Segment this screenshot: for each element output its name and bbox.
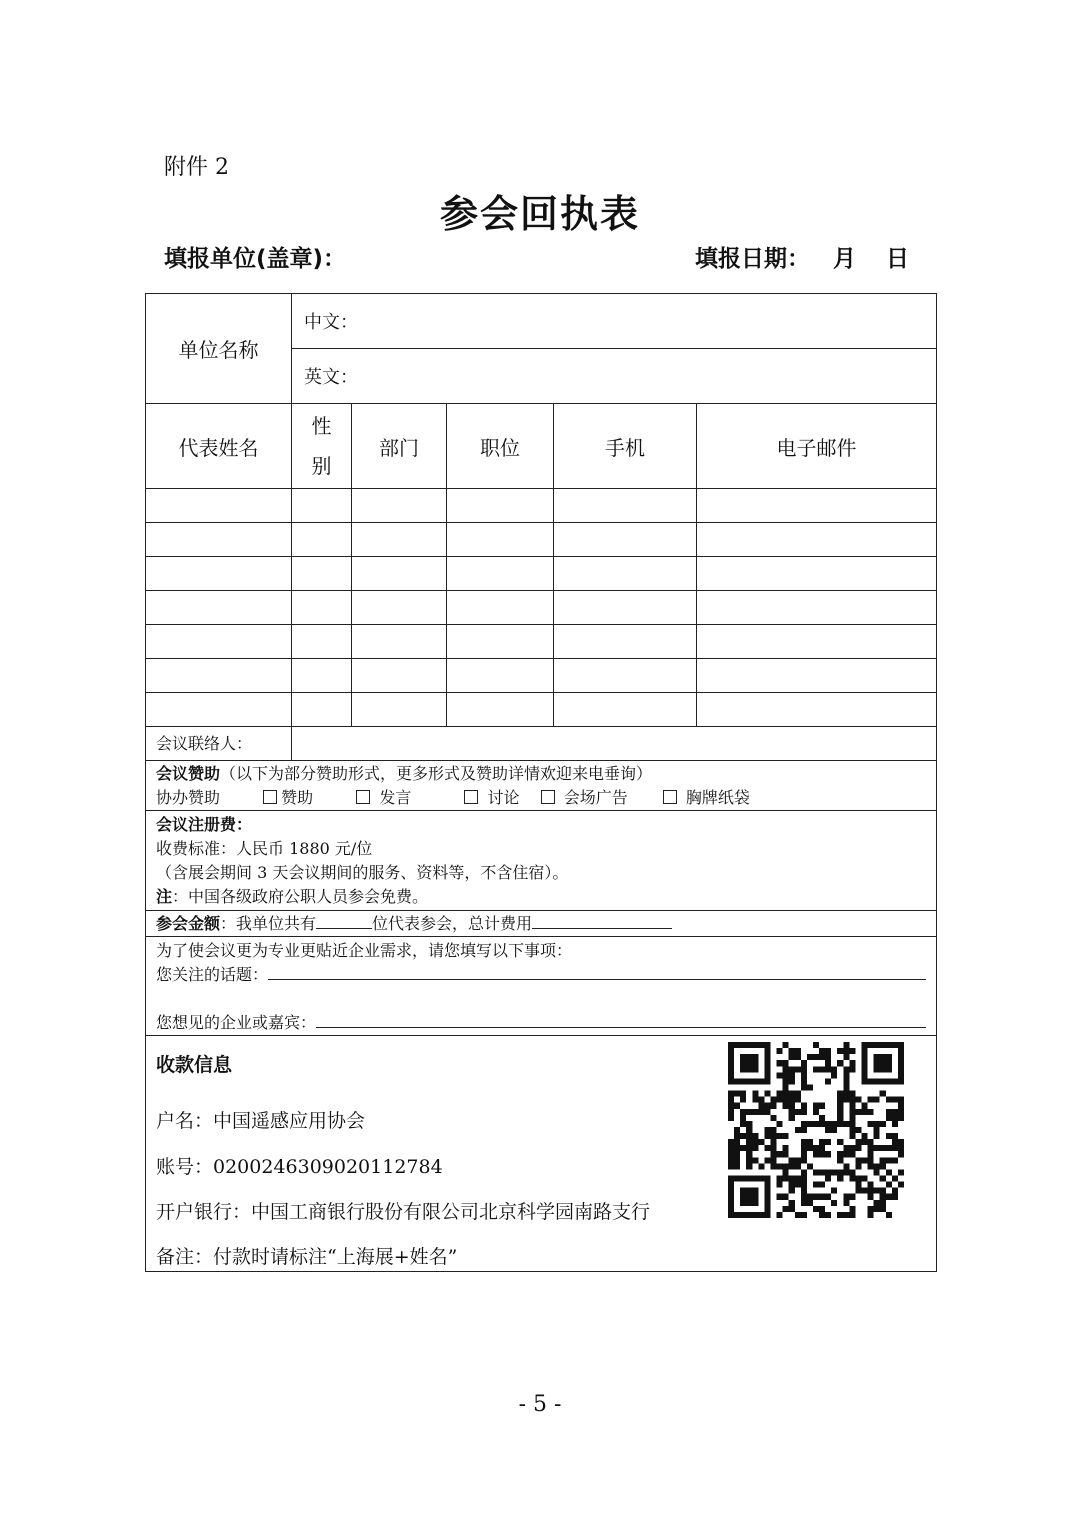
attendee-department-cell[interactable] — [352, 489, 447, 523]
attendee-row — [146, 591, 937, 625]
attendee-name-cell[interactable] — [146, 489, 292, 523]
fill-unit-label: 填报单位(盖章)： — [164, 246, 347, 272]
attendee-row — [146, 693, 937, 727]
attendee-email-cell[interactable] — [697, 693, 937, 727]
attendee-row — [146, 557, 937, 591]
checkbox-icon[interactable] — [663, 790, 677, 804]
col-header-mobile: 手机 — [554, 404, 697, 489]
attendee-mobile-cell[interactable] — [554, 659, 697, 693]
needs-section — [146, 937, 937, 1036]
attendee-name-cell[interactable] — [146, 625, 292, 659]
attendee-position-cell[interactable] — [447, 693, 554, 727]
sponsor-option-badge-bag[interactable] — [663, 788, 750, 807]
attendee-row — [146, 659, 937, 693]
attachment-label: 附件 2 — [164, 155, 229, 180]
guests-field[interactable] — [316, 1011, 926, 1028]
attendee-mobile-cell[interactable] — [554, 523, 697, 557]
attendee-department-cell[interactable] — [352, 693, 447, 727]
page-number: - 5 - — [518, 1392, 562, 1417]
attendee-row — [146, 489, 937, 523]
attendee-name-cell[interactable] — [146, 591, 292, 625]
topics-field[interactable] — [268, 963, 926, 980]
attendee-department-cell[interactable] — [352, 557, 447, 591]
gender-char-1: 性 — [311, 414, 332, 438]
attendee-gender-cell[interactable] — [292, 557, 352, 591]
registration-includes: （含展会期间 3 天会议期间的服务、资料等，不含住宿）。 — [156, 862, 569, 882]
registration-standard: 收费标准：人民币 1880 元/位 — [156, 838, 373, 858]
contact-field[interactable] — [292, 727, 937, 761]
attendee-mobile-cell[interactable] — [554, 489, 697, 523]
option-label: 赞助 — [281, 787, 314, 807]
attendee-department-cell[interactable] — [352, 523, 447, 557]
attendee-mobile-cell[interactable] — [554, 591, 697, 625]
option-label: 发言 — [379, 787, 412, 807]
qr-code-icon — [728, 1042, 904, 1218]
payment-title: 收款信息 — [156, 1054, 233, 1076]
attendee-count-field[interactable] — [316, 912, 372, 929]
registration-note-label: 注 — [156, 886, 173, 906]
attendee-mobile-cell[interactable] — [554, 625, 697, 659]
attendee-position-cell[interactable] — [447, 659, 554, 693]
fill-date-month: 月 — [833, 246, 856, 272]
attendee-name-cell[interactable] — [146, 693, 292, 727]
guests-label: 您想见的企业或嘉宾： — [156, 1013, 317, 1032]
attendee-row — [146, 523, 937, 557]
col-header-position: 职位 — [447, 404, 554, 489]
col-header-name: 代表姓名 — [146, 404, 292, 489]
attendee-gender-cell[interactable] — [292, 591, 352, 625]
amount-section — [146, 911, 937, 937]
sponsor-option-sponsorship[interactable] — [263, 788, 313, 807]
attendee-department-cell[interactable] — [352, 591, 447, 625]
sponsor-option-discussion[interactable] — [464, 788, 519, 807]
option-label: 胸牌纸袋 — [685, 787, 750, 807]
co-sponsor-label: 协办赞助 — [156, 787, 221, 807]
option-label: 会场广告 — [563, 787, 628, 807]
amount-label: 参会金额 — [156, 913, 221, 933]
page-title: 参会回执表 — [439, 192, 640, 236]
attendee-mobile-cell[interactable] — [554, 557, 697, 591]
payment-remark: 备注：付款时请标注“上海展+姓名” — [156, 1246, 458, 1268]
checkbox-icon[interactable] — [263, 790, 277, 804]
topics-label: 您关注的话题： — [156, 965, 269, 984]
checkbox-icon[interactable] — [541, 790, 555, 804]
attendee-name-cell[interactable] — [146, 659, 292, 693]
checkbox-icon[interactable] — [356, 790, 370, 804]
attendee-gender-cell[interactable] — [292, 625, 352, 659]
sponsor-option-speech[interactable] — [356, 788, 411, 807]
payment-section — [146, 1036, 937, 1272]
payment-account-name: 户名：中国遥感应用协会 — [156, 1110, 366, 1132]
attendee-rows — [146, 489, 937, 727]
attendee-position-cell[interactable] — [447, 557, 554, 591]
attendee-mobile-cell[interactable] — [554, 693, 697, 727]
gender-char-2: 别 — [311, 454, 332, 478]
attendee-email-cell[interactable] — [697, 659, 937, 693]
attendee-email-cell[interactable] — [697, 625, 937, 659]
checkbox-icon[interactable] — [464, 790, 478, 804]
amount-text-1: ：我单位共有 — [220, 913, 317, 933]
payment-bank: 开户银行：中国工商银行股份有限公司北京科学园南路支行 — [156, 1201, 651, 1223]
fill-date-day: 日 — [886, 246, 909, 272]
contact-label: 会议联络人： — [146, 727, 292, 761]
col-header-gender — [292, 404, 352, 489]
unit-name-label: 单位名称 — [146, 294, 292, 404]
needs-intro: 为了使会议更为专业更贴近企业需求，请您填写以下事项： — [156, 941, 573, 960]
attendee-gender-cell[interactable] — [292, 489, 352, 523]
attendee-department-cell[interactable] — [352, 659, 447, 693]
col-header-department: 部门 — [352, 404, 447, 489]
sponsor-note: （以下为部分赞助形式，更多形式及赞助详情欢迎来电垂询） — [220, 763, 653, 783]
attendee-row — [146, 625, 937, 659]
attendee-department-cell[interactable] — [352, 625, 447, 659]
attendee-gender-cell[interactable] — [292, 659, 352, 693]
attendee-position-cell[interactable] — [447, 591, 554, 625]
english-label: 英文： — [304, 367, 358, 388]
fill-date-label: 填报日期： — [695, 246, 810, 272]
amount-text-2: 位代表参会，总计费用 — [372, 913, 533, 933]
sponsor-section — [146, 761, 937, 811]
attendee-email-cell[interactable] — [697, 557, 937, 591]
unit-name-english-field[interactable] — [292, 349, 937, 404]
attendee-name-cell[interactable] — [146, 523, 292, 557]
option-label: 讨论 — [487, 787, 520, 807]
attendee-name-cell[interactable] — [146, 557, 292, 591]
attendee-email-cell[interactable] — [697, 591, 937, 625]
attendee-email-cell[interactable] — [697, 523, 937, 557]
registration-title: 会议注册费： — [156, 814, 253, 834]
registration-section — [146, 811, 937, 911]
col-header-email: 电子邮件 — [697, 404, 937, 489]
payment-account-number: 账号：0200246309020112784 — [156, 1156, 443, 1178]
sponsor-option-venue-ad[interactable] — [541, 788, 628, 807]
attendee-gender-cell[interactable] — [292, 693, 352, 727]
chinese-label: 中文： — [304, 312, 358, 333]
receipt-form-table — [145, 293, 937, 1272]
total-fee-field[interactable] — [532, 912, 672, 929]
attendee-position-cell[interactable] — [447, 489, 554, 523]
attendee-position-cell[interactable] — [447, 625, 554, 659]
attendee-position-cell[interactable] — [447, 523, 554, 557]
sponsor-title: 会议赞助 — [156, 763, 221, 783]
attendee-email-cell[interactable] — [697, 489, 937, 523]
registration-note-text: ：中国各级政府公职人员参会免费。 — [172, 886, 429, 906]
unit-name-chinese-field[interactable] — [292, 294, 937, 349]
attendee-gender-cell[interactable] — [292, 523, 352, 557]
